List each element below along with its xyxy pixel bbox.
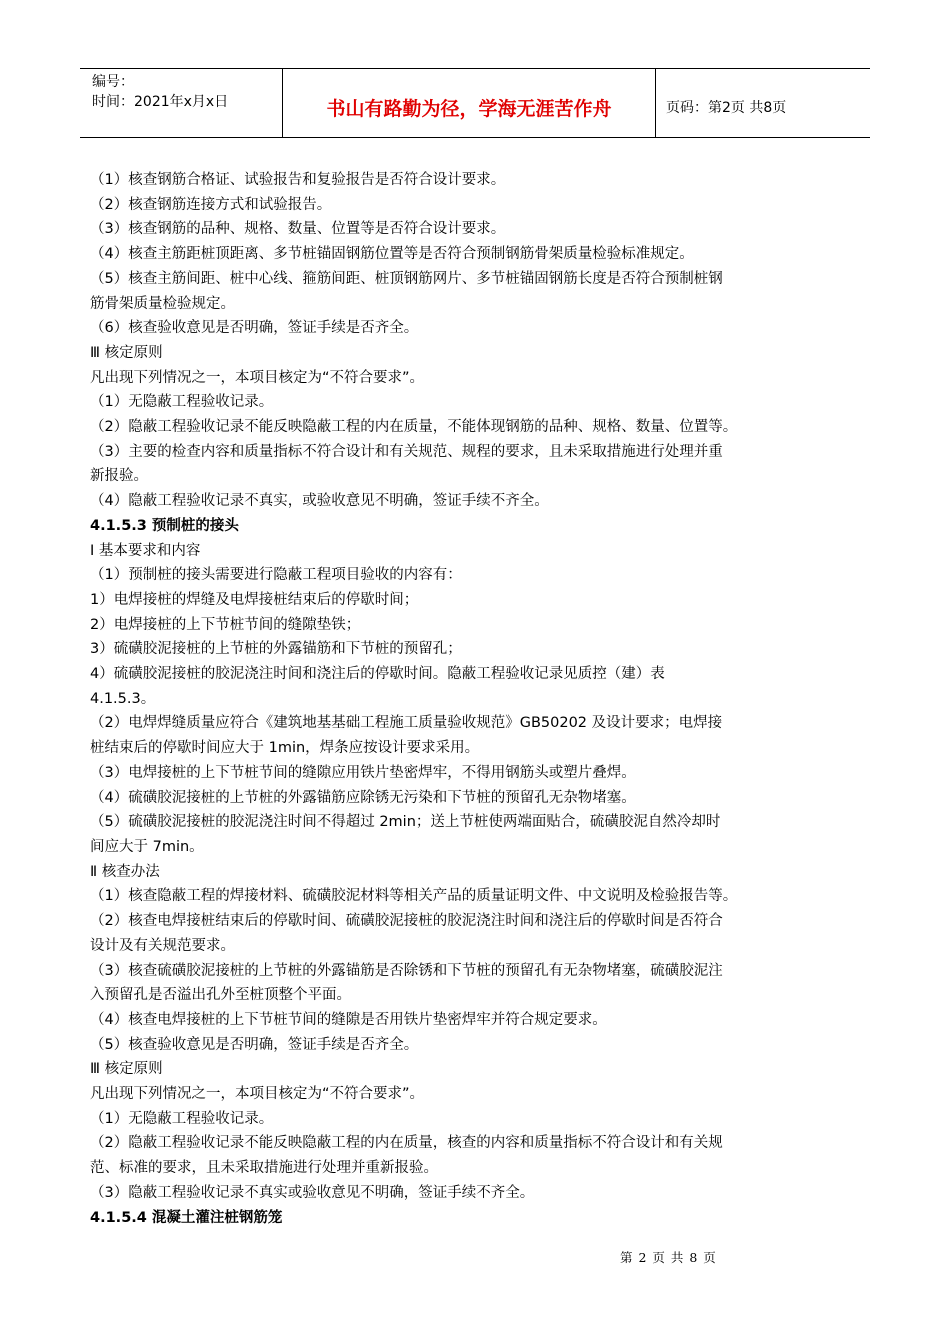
body-line: （3）核查钢筋的品种、规格、数量、位置等是否符合设计要求。 bbox=[90, 221, 506, 238]
body-line: （5）硫磺胶泥接桩的胶泥浇注时间不得超过 2min；送上节桩使两端面贴合，硫磺胶泥自然冷却时 bbox=[90, 814, 721, 831]
section-heading: 4.1.5.4 混凝土灌注桩钢筋笼 bbox=[90, 1209, 283, 1226]
body-line: （6）核查验收意见是否明确，签证手续是否齐全。 bbox=[90, 320, 419, 337]
body-line: Ⅰ 基本要求和内容 bbox=[90, 542, 201, 559]
body-line: （2）隐蔽工程验收记录不能反映隐蔽工程的内在质量，核查的内容和质量指标不符合设计和有关规 bbox=[90, 1135, 723, 1152]
body-line: 3）硫磺胶泥接桩的上节桩的外露锚筋和下节桩的预留孔； bbox=[90, 641, 462, 658]
body-line: （5）核查验收意见是否明确，签证手续是否齐全。 bbox=[90, 1036, 419, 1053]
page-footer: 第 2 页 共 8 页 bbox=[620, 1250, 717, 1265]
body-line: （2）电焊焊缝质量应符合《建筑地基基础工程施工质量验收规范》GB50202 及设计要求；电焊接 bbox=[90, 715, 723, 732]
body-line: （3）主要的检查内容和质量指标不符合设计和有关规范、规程的要求，且未采取措施进行处理并重 bbox=[90, 443, 723, 460]
body-line: （1）核查钢筋合格证、试验报告和复验报告是否符合设计要求。 bbox=[90, 172, 506, 188]
body-line: 2）电焊接桩的上下节桩节间的缝隙垫铁； bbox=[90, 616, 361, 633]
body-line: Ⅱ 核查办法 bbox=[90, 863, 160, 880]
header-meta bbox=[80, 69, 283, 137]
document-number-label: 编号： bbox=[92, 74, 134, 90]
body-line: （2）隐蔽工程验收记录不能反映隐蔽工程的内在质量，不能体现钢筋的品种、规格、数量、位置等。 bbox=[90, 419, 738, 436]
body-line: 筋骨架质量检验规定。 bbox=[90, 295, 235, 312]
body-line: 凡出现下列情况之一，本项目核定为“不符合要求”。 bbox=[90, 1086, 425, 1103]
body-line: 桩结束后的停歇时间应大于 1min，焊条应按设计要求采用。 bbox=[90, 740, 480, 757]
body-line: （4）隐蔽工程验收记录不真实，或验收意见不明确，签证手续不齐全。 bbox=[90, 493, 549, 510]
header-motto: 书山有路勤为径，学海无涯苦作舟 bbox=[283, 69, 656, 137]
page-header bbox=[80, 68, 870, 138]
body-line: 新报验。 bbox=[90, 468, 148, 485]
section-heading: 4.1.5.3 预制桩的接头 bbox=[90, 517, 239, 534]
body-line: （1）无隐蔽工程验收记录。 bbox=[90, 1110, 274, 1127]
body-line: Ⅲ 核定原则 bbox=[90, 344, 163, 361]
body-line: 设计及有关规范要求。 bbox=[90, 937, 235, 954]
body-line: （4）核查电焊接桩的上下节桩节间的缝隙是否用铁片垫密焊牢并符合规定要求。 bbox=[90, 1011, 607, 1028]
body-line: Ⅲ 核定原则 bbox=[90, 1061, 163, 1078]
body-line: （5）核查主筋间距、桩中心线、箍筋间距、桩顶钢筋网片、多节桩锚固钢筋长度是否符合预制桩钢 bbox=[90, 270, 723, 287]
body-line: （1）预制桩的接头需要进行隐蔽工程项目验收的内容有： bbox=[90, 567, 462, 584]
body-line: 1）电焊接桩的焊缝及电焊接桩结束后的停歇时间； bbox=[90, 591, 419, 608]
body-line: 凡出现下列情况之一，本项目核定为“不符合要求”。 bbox=[90, 369, 425, 386]
body-line: （2）核查钢筋连接方式和试验报告。 bbox=[90, 196, 332, 213]
body-line: （4）核查主筋距桩顶距离、多节桩锚固钢筋位置等是否符合预制钢筋骨架质量检验标准规定。 bbox=[90, 246, 694, 263]
body-line: （2）核查电焊接桩结束后的停歇时间、硫磺胶泥接桩的胶泥浇注时间和浇注后的停歇时间是否符合 bbox=[90, 913, 723, 930]
body-line: （3）核查硫磺胶泥接桩的上节桩的外露锚筋是否除锈和下节桩的预留孔有无杂物堵塞，硫磺胶泥注 bbox=[90, 962, 723, 979]
body-line: （3）隐蔽工程验收记录不真实或验收意见不明确，签证手续不齐全。 bbox=[90, 1184, 535, 1201]
body-line: （1）核查隐蔽工程的焊接材料、硫磺胶泥材料等相关产品的质量证明文件、中文说明及检验报告等。 bbox=[90, 888, 738, 905]
document-date: 时间：2021年x月x日 bbox=[92, 94, 229, 110]
header-page-info: 页码：第2页 共8页 bbox=[666, 100, 787, 116]
body-line: 间应大于 7min。 bbox=[90, 838, 204, 855]
body-line: 入预留孔是否溢出孔外至桩顶整个平面。 bbox=[90, 987, 351, 1004]
body-line: （1）无隐蔽工程验收记录。 bbox=[90, 394, 274, 411]
body-line: 范、标准的要求，且未采取措施进行处理并重新报验。 bbox=[90, 1160, 438, 1177]
body-line: 4.1.5.3。 bbox=[90, 690, 156, 707]
document-body bbox=[90, 168, 870, 1230]
body-line: 4）硫磺胶泥接桩的胶泥浇注时间和浇注后的停歇时间。隐蔽工程验收记录见质控（建）表 bbox=[90, 666, 665, 683]
body-line: （4）硫磺胶泥接桩的上节桩的外露锚筋应除锈无污染和下节桩的预留孔无杂物堵塞。 bbox=[90, 789, 636, 806]
body-line: （3）电焊接桩的上下节桩节间的缝隙应用铁片垫密焊牢，不得用钢筋头或塑片叠焊。 bbox=[90, 764, 636, 781]
